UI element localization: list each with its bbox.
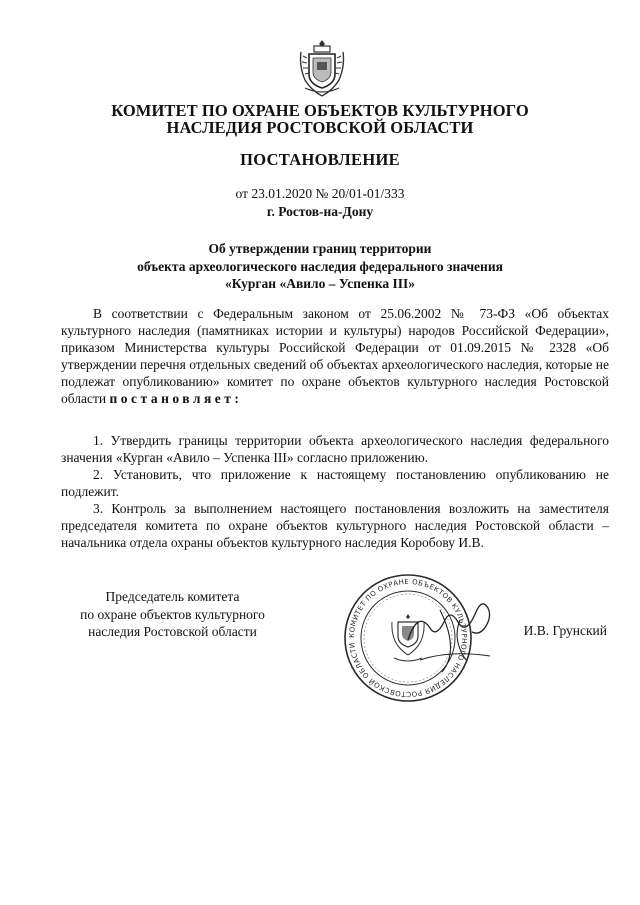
subject-line1: Об утверждении границ территории (208, 241, 432, 256)
signatory-title-line2: по охране объектов культурного (80, 606, 265, 622)
resolution-item-3: 3. Контроль за выполнением настоящего постановления возложить на заместителя председателя комитета по охране объектов культурного наследия Ростовской области – начальника отдела охраны объектов культурного наследия Коробову И.В. (61, 501, 609, 550)
resolution-item-2: 2. Установить, что приложение к настоящему постановлению опубликованию не подлежит. (61, 467, 609, 499)
organization-name-line1: КОМИТЕТ ПО ОХРАНЕ ОБЪЕКТОВ КУЛЬТУРНОГО (111, 101, 529, 120)
document-subject (60, 240, 580, 293)
document-city: г. Ростов-на-Дону (266, 204, 374, 219)
resolves-word: постановляет: (109, 391, 243, 406)
signatory-name: И.В. Грунский (523, 623, 607, 638)
svg-text:КОМИТЕТ ПО ОХРАНЕ ОБЪЕКТОВ КУЛ: КОМИТЕТ ПО ОХРАНЕ ОБЪЕКТОВ КУЛЬТУРНОГО НАСЛЕДИЯ РОСТОВСКОЙ ОБЛАСТИ (347, 577, 469, 699)
subject-line2: объекта археологического наследия федерального значения (137, 258, 503, 274)
organization-name-line2: НАСЛЕДИЯ РОСТОВСКОЙ ОБЛАСТИ (166, 118, 474, 137)
document-date-number: от 23.01.2020 № 20/01-01/333 (235, 186, 405, 201)
handwritten-signature-icon (400, 590, 510, 680)
document-type: ПОСТАНОВЛЕНИЕ (240, 150, 400, 169)
preamble-text: В соответствии с Федеральным законом от 25.06.2002 № 73-ФЗ «Об объектах культурного наследия (памятниках истории и культуры) народов Российской Федерации», приказом Министерства культуры Российской Федерации от 01.09.2015 № 2328 «Об утверждении перечня отдельных сведений об объектах археологического наследия, которые не подлежат опубликованию» комитет по охране объектов культурного наследия Ростовской области (61, 306, 609, 406)
signatory-title (60, 588, 285, 641)
subject-line3: «Курган «Авило – Успенка III» (224, 276, 416, 291)
coat-of-arms-icon (297, 38, 347, 100)
preamble-paragraph (61, 305, 609, 407)
signatory-title-line1: Председатель комитета (105, 589, 240, 604)
resolution-item-1: 1. Утвердить границы территории объекта археологического наследия федерального значения «Курган «Авило – Успенка III» согласно приложению. (61, 433, 609, 465)
organization-name (60, 102, 580, 136)
signatory-title-line3: наследия Ростовской области (88, 624, 257, 639)
